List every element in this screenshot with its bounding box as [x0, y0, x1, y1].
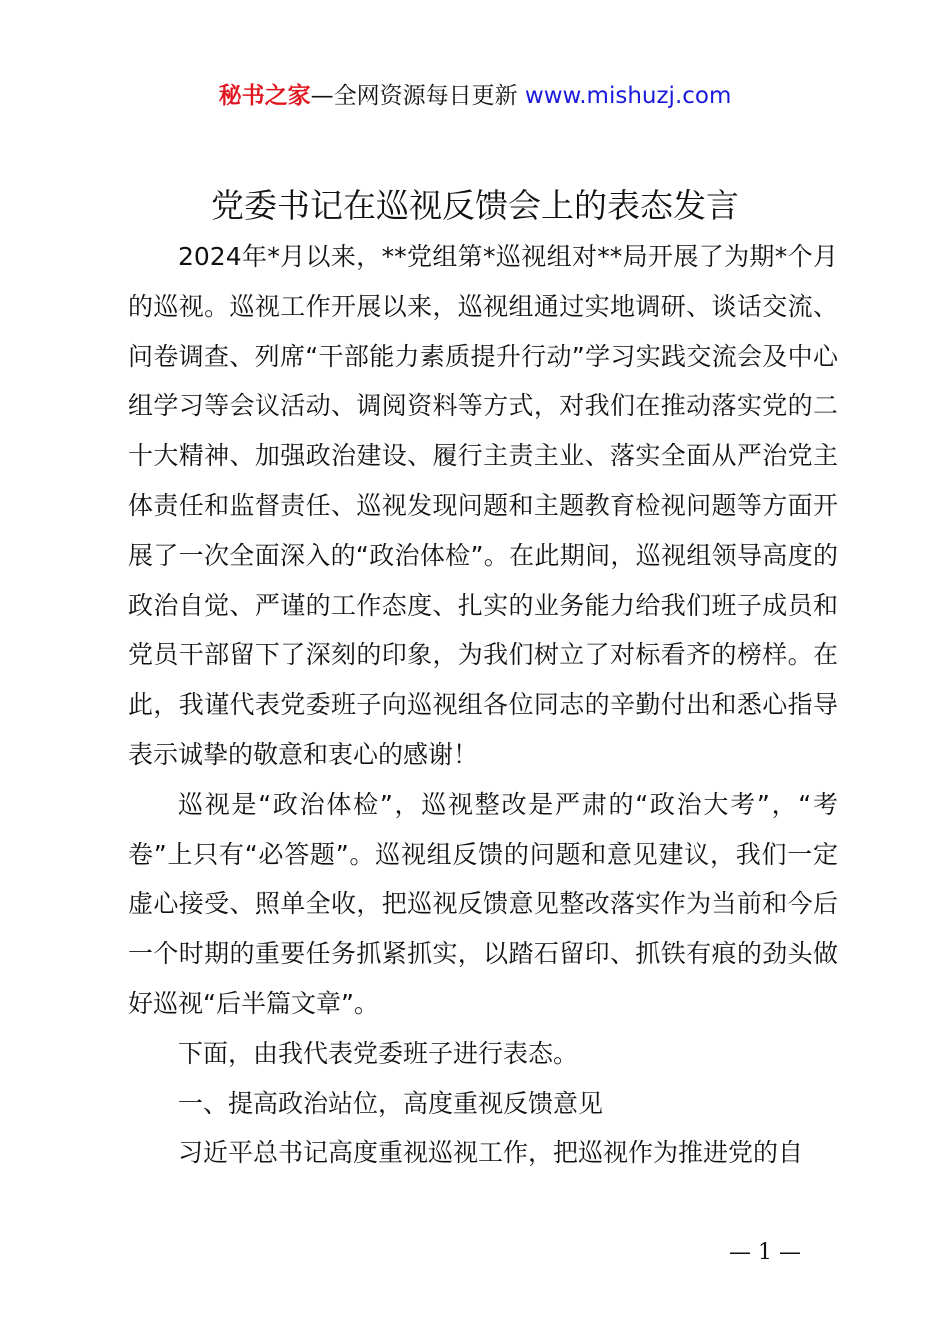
paragraph-4: 习近平总书记高度重视巡视工作，把巡视作为推进党的自	[178, 1138, 804, 1168]
site-header	[0, 80, 950, 112]
document-title: 党委书记在巡视反馈会上的表态发言	[211, 186, 739, 225]
section-heading-1: 一、提高政治站位，高度重视反馈意见	[178, 1088, 604, 1118]
paragraph-3: 下面，由我代表党委班子进行表态。	[178, 1038, 579, 1068]
paragraph-2: 巡视是“政治体检”，巡视整改是严肃的“政治大考”，“考卷”上只有“必答题”。巡视组反馈的问题和意见建议，我们一定虚心接受、照单全收，把巡视反馈意见整改落实作为当前和今后一个时期的重要任务抓紧抓实，以踏石留印、抓铁有痕的劲头做好巡视“后半篇文章”。	[128, 789, 838, 1018]
header-tagline: —全网资源每日更新	[310, 83, 525, 109]
document-body	[128, 232, 838, 1178]
paragraph-1: 2024年*月以来，**党组第*巡视组对**局开展了为期*个月的巡视。巡视工作开展以来，巡视组通过实地调研、谈话交流、问卷调查、列席“干部能力素质提升行动”学习实践交流会及中心组学习等会议活动、调阅资料等方式，对我们在推动落实党的二十大精神、加强政治建设、履行主责主业、落实全面从严治党主体责任和监督责任、巡视发现问题和主题教育检视问题等方面开展了一次全面深入的“政治体检”。在此期间，巡视组领导高度的政治自觉、严谨的工作态度、扎实的业务能力给我们班子成员和党员干部留下了深刻的印象，为我们树立了对标看齐的榜样。在此，我谨代表党委班子向巡视组各位同志的辛勤付出和悉心指导表示诚挚的敬意和衷心的感谢！	[128, 242, 838, 769]
page-number: — 1 —	[729, 1240, 801, 1265]
site-url-link[interactable]: www.mishuzj.com	[524, 83, 732, 109]
brand-name: 秘书之家	[218, 83, 311, 109]
